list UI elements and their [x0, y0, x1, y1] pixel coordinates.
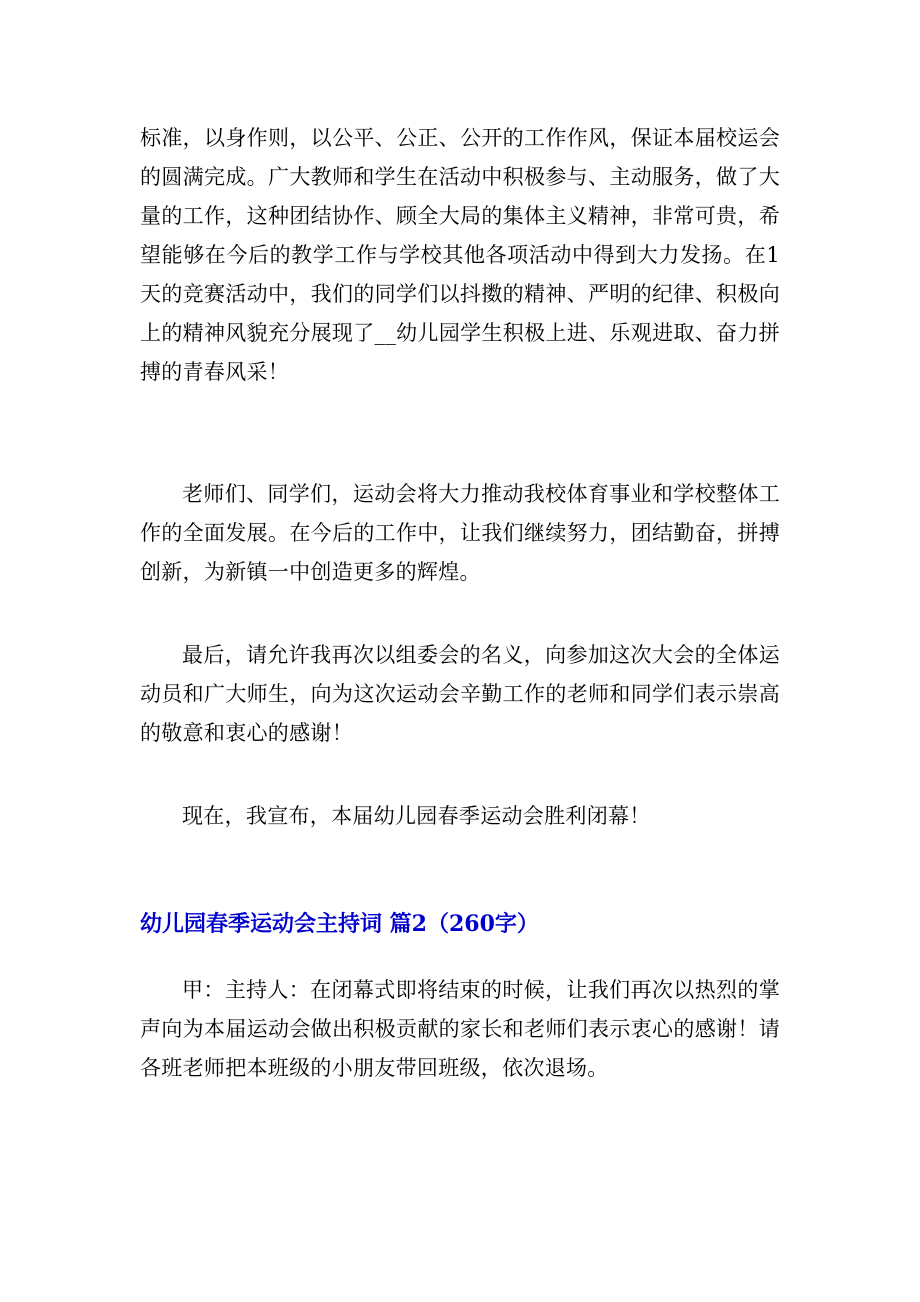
paragraph-declaration: 现在，我宣布，本届幼儿园春季运动会胜利闭幕！	[182, 804, 651, 828]
paragraph-closing-summary: 标准，以身作则，以公平、公正、公开的工作作风，保证本届校运会的圆满完成。广大教师和学生在活动中积极参与、主动服务，做了大量的工作，这种团结协作、顾全大局的集体主义精神，非常可贵，希望能够在今后的教学工作与学校其他各项活动中得到大力发扬。在1天的竞赛活动中，我们的同学们以抖擞的精神、严明的纪律、积极向上的精神风貌充分展现了__幼儿园学生积极上进、乐观进取、奋力拼搏的青春风采！	[140, 126, 780, 384]
paragraph-host-speech: 甲：主持人：在闭幕式即将结束的时候，让我们再次以热烈的掌声向为本届运动会做出积极贡献的家长和老师们表示衷心的感谢！请各班老师把本班级的小朋友带回班级，依次退场。	[140, 978, 780, 1080]
section-heading: 幼儿园春季运动会主持词 篇2（260字）	[140, 911, 539, 937]
paragraph-thanks: 最后，请允许我再次以组委会的名义，向参加这次大会的全体运动员和广大师生，向为这次运动会辛勤工作的老师和同学们表示崇高的敬意和衷心的感谢！	[140, 643, 780, 745]
paragraph-development: 老师们、同学们，运动会将大力推动我校体育事业和学校整体工作的全面发展。在今后的工作中，让我们继续努力，团结勤奋，拼搏创新，为新镇一中创造更多的辉煌。	[140, 482, 780, 584]
